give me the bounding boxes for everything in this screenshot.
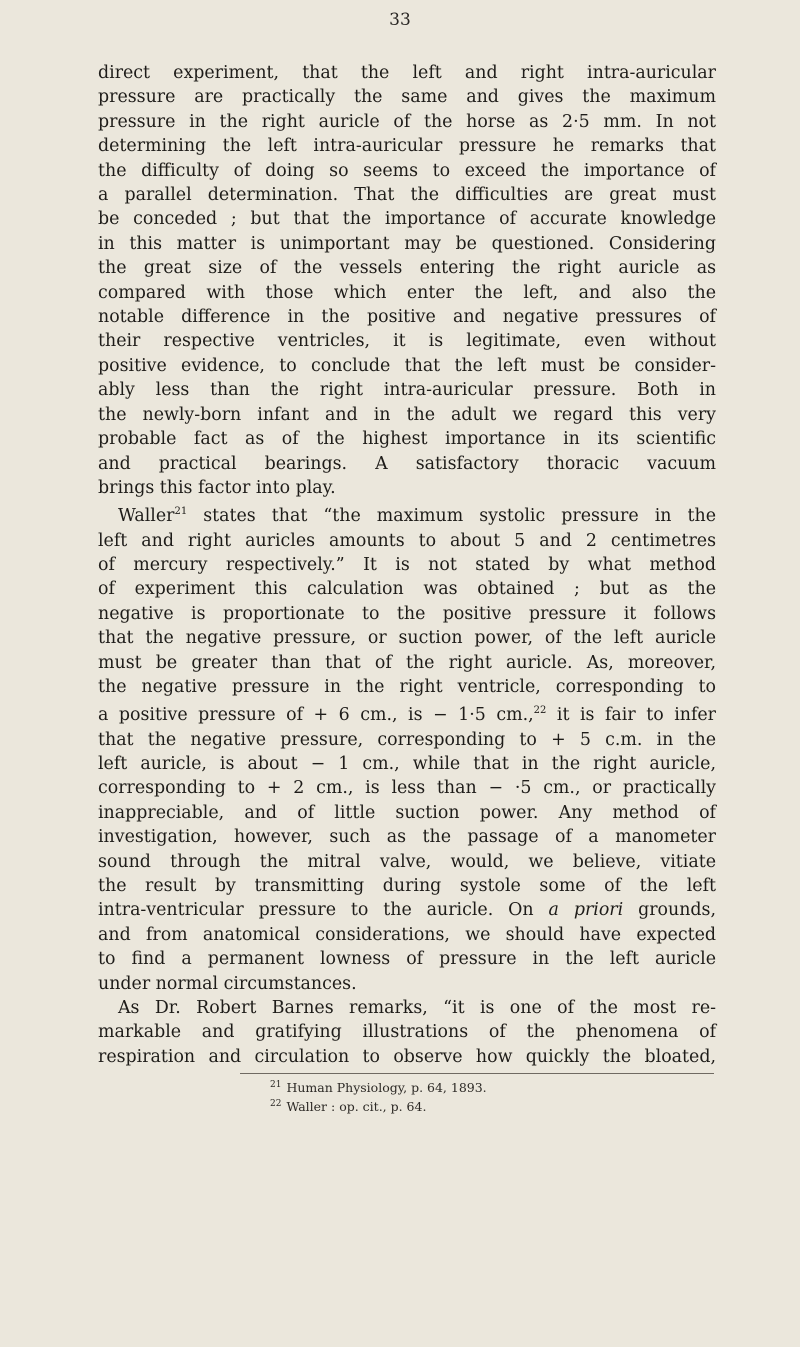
text-line: under normal circumstances. — [98, 973, 357, 994]
text-line: probable fact as of the highest importance in its scientific — [98, 429, 716, 450]
text-line: markable and gratifying illustrations of the phenomena of — [98, 1022, 716, 1043]
text-line: respiration and circulation to observe how quickly the bloated, — [98, 1046, 716, 1067]
footnote-number: 22 — [270, 1099, 282, 1110]
text-segment: grounds, — [623, 900, 716, 921]
text-line: of experiment this calculation was obtained ; but as the — [98, 579, 716, 600]
footnote-ref: 22 — [533, 705, 547, 717]
page-number: 33 — [389, 10, 411, 30]
text-line: left auricle, is about − 1 cm., while that in the right auricle, — [98, 753, 716, 774]
text-line: the difficulty of doing so seems to exceed the importance of — [98, 160, 716, 181]
text-segment: a positive pressure of + 6 cm., is − 1·5 cm., — [98, 705, 534, 726]
text-segment: states that “the maximum systolic pressure in the — [187, 506, 716, 527]
text-segment: it is fair to infer — [546, 705, 716, 726]
footnote-text: Human Physiology, p. 64, 1893. — [286, 1080, 487, 1096]
text-line: positive evidence, to conclude that the left must be consider- — [98, 355, 716, 376]
text-line: their respective ventricles, it is legitimate, even without — [98, 331, 716, 352]
text-line: and from anatomical considerations, we should have expected — [98, 924, 716, 945]
text-line: the great size of the vessels entering the right auricle as — [98, 258, 716, 279]
text-line: negative is proportionate to the positive pressure it follows — [98, 603, 716, 624]
text-line: to find a permanent lowness of pressure in the left auricle — [98, 949, 716, 970]
text-line: inappreciable, and of little suction power. Any method of — [98, 802, 716, 823]
text-line: left and right auricles amounts to about 5 and 2 centimetres — [98, 530, 716, 551]
text-line: notable difference in the positive and negative pressures of — [98, 307, 716, 328]
italic-phrase: a priori — [548, 900, 624, 921]
text-segment: intra-ventricular pressure to the auricle. On — [98, 900, 534, 921]
text-line: and practical bearings. A satisfactory thoracic vacuum — [98, 453, 716, 474]
author-name: Waller — [118, 506, 175, 527]
text-line: must be greater than that of the right auricle. As, moreover, — [98, 652, 716, 673]
text-line: the newly-born infant and in the adult we regard this very — [98, 404, 716, 425]
text-line: the result by transmitting during systole some of the left — [98, 876, 716, 896]
text-line: be conceded ; but that the importance of accurate knowledge — [98, 209, 716, 230]
text-line: corresponding to + 2 cm., is less than − ·5 cm., or practically — [98, 778, 716, 799]
text-line: the negative pressure in the right ventricle, corresponding to — [98, 676, 716, 697]
footnotes — [270, 1077, 487, 1115]
text-line: compared with those which enter the left, and also the — [98, 282, 716, 303]
footnote — [270, 1096, 487, 1115]
text-line — [98, 500, 716, 528]
text-line: a parallel determination. That the difficulties are great must — [98, 185, 716, 206]
text-line: direct experiment, that the left and right intra-auricular — [98, 63, 716, 83]
text-line: that the negative pressure, corresponding to + 5 c.m. in the — [98, 729, 716, 750]
text-line — [98, 898, 716, 922]
footnote-number: 21 — [270, 1080, 282, 1090]
text-line: that the negative pressure, or suction power, of the left auricle — [98, 628, 716, 649]
footnote-text: Waller : op. cit., p. 64. — [286, 1099, 427, 1115]
footnote-ref: 21 — [174, 506, 188, 518]
text-line: As Dr. Robert Barnes remarks, “it is one of the most re- — [118, 998, 716, 1019]
text-line: sound through the mitral valve, would, we believe, vitiate — [98, 851, 716, 872]
text-line: ably less than the right intra-auricular pressure. Both in — [98, 380, 716, 401]
text-line: investigation, however, such as the passage of a manometer — [98, 827, 716, 848]
text-line: pressure in the right auricle of the horse as 2·5 mm. In not — [98, 111, 716, 132]
text-line: in this matter is unimportant may be questioned. Considering — [98, 233, 716, 254]
text-line: brings this factor into play. — [98, 477, 336, 498]
text-line — [98, 699, 716, 727]
text-line: determining the left intra-auricular pressure he remarks that — [98, 136, 716, 157]
footnote-divider — [240, 1073, 714, 1074]
text-line: pressure are practically the same and gives the maximum — [98, 87, 716, 108]
body-text — [98, 61, 716, 1069]
text-line: of mercury respectively.” It is not stated by what method — [98, 554, 716, 575]
footnote — [270, 1077, 487, 1096]
